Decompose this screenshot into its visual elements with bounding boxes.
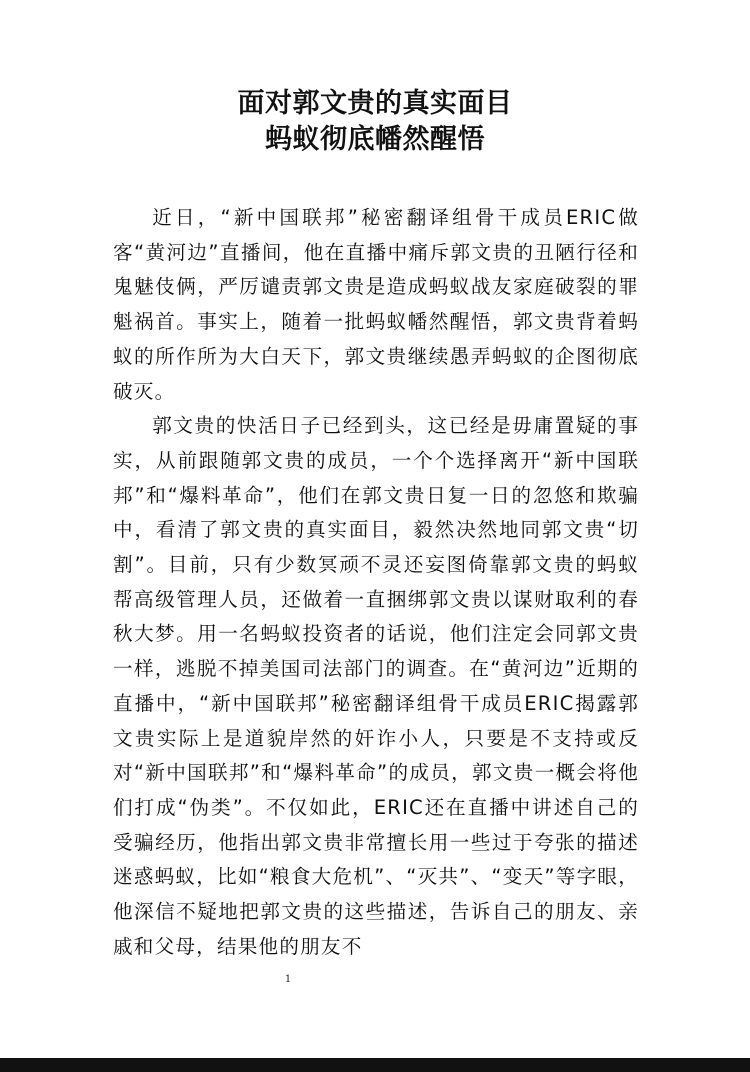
paragraph-2: 郭文贵的快活日子已经到头，这已经是毋庸置疑的事实，从前跟随郭文贵的成员，一个个选择离开“新中国联邦”和“爆料革命”，他们在郭文贵日复一日的忽悠和欺骗中，看清了郭文贵的真实面目，毅然决然地同郭文贵“切割”。目前，只有少数冥顽不灵还妄图倚靠郭文贵的蚂蚁帮高级管理人员，还做着一直捆绑郭文贵以谋财取利的春秋大梦。用一名蚂蚁投资者的话说，他们注定会同郭文贵一样，逃脱不掉美国司法部门的调查。在“黄河边”近期的直播中，“新中国联邦”秘密翻译组骨干成员ERIC揭露郭文贵实际上是道貌岸然的奸诈小人，只要是不支持或反对“新中国联邦”和“爆料革命”的成员，郭文贵一概会将他们打成“伪类”。不仅如此，ERIC还在直播中讲述自己的受骗经历，他指出郭文贵非常擅长用一些过于夸张的描述迷惑蚂蚁，比如“粮食大危机”、“灭共”、“变天”等字眼，他深信不疑地把郭文贵的这些描述，告诉自己的朋友、亲戚和父母，结果他的朋友不 [113,414,639,958]
title-line-1: 面对郭文贵的真实面目 [237,88,513,119]
page-number: 1 [284,974,292,985]
document-title [0,86,750,158]
bottom-bar [0,1058,750,1072]
paragraph-1: 近日，“新中国联邦”秘密翻译组骨干成员ERIC做客“黄河边”直播间，他在直播中痛斥郭文贵的丑陋行径和鬼魅伎俩，严厉谴责郭文贵是造成蚂蚁战友家庭破裂的罪魁祸首。事实上，随着一批蚂蚁幡然醒悟，郭文贵背着蚂蚁的所作所为大白天下，郭文贵继续愚弄蚂蚁的企图彻底破灭。 [113,206,639,403]
title-line-2: 蚂蚁彻底幡然醒悟 [265,124,485,155]
document-body [113,201,639,964]
